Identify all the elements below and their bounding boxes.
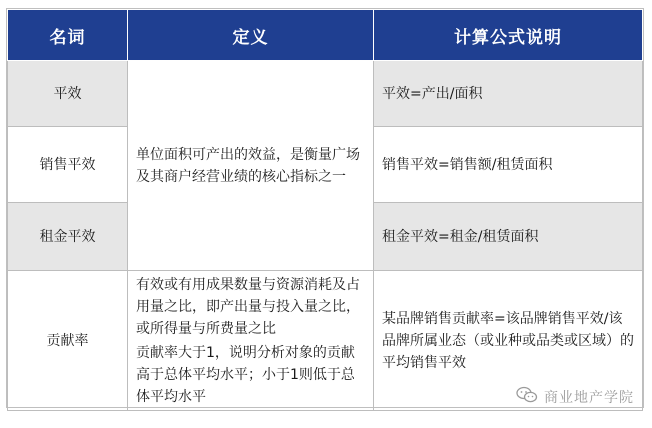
header-term: 名词 — [8, 10, 128, 61]
metrics-table — [7, 9, 643, 411]
term-cell: 平效 — [8, 61, 128, 127]
definition-paragraph: 有效或有用成果数量与资源消耗及占用量之比，即产出量与投入量之比，或所得量与所费量之比 — [136, 276, 360, 337]
wechat-icon — [516, 386, 538, 408]
formula-cell: 销售平效=销售额/租赁面积 — [374, 127, 643, 203]
term-cell: 销售平效 — [8, 127, 128, 203]
term-cell: 租金平效 — [8, 203, 128, 271]
header-definition: 定义 — [128, 10, 374, 61]
header-formula: 计算公式说明 — [374, 10, 643, 61]
definition-cell — [128, 271, 374, 411]
formula-cell: 租金平效=租金/租赁面积 — [374, 203, 643, 271]
table-row — [8, 61, 643, 127]
definition-paragraph: 贡献率大于1，说明分析对象的贡献高于总体平均水平；小于1则低于总体平均水平 — [136, 344, 355, 405]
metrics-table-container — [6, 8, 644, 408]
definition-cell-shared: 单位面积可产出的效益，是衡量广场及其商户经营业绩的核心指标之一 — [128, 61, 374, 271]
formula-cell: 平效=产出/面积 — [374, 61, 643, 127]
watermark — [516, 386, 634, 408]
formula-cell: 某品牌销售贡献率=该品牌销售平效/该品牌所属业态（或业种或品类或区域）的平均销售平效 — [374, 271, 643, 411]
watermark-text: 商业地产学院 — [544, 390, 634, 406]
term-cell: 贡献率 — [8, 271, 128, 411]
header-row — [8, 10, 643, 61]
